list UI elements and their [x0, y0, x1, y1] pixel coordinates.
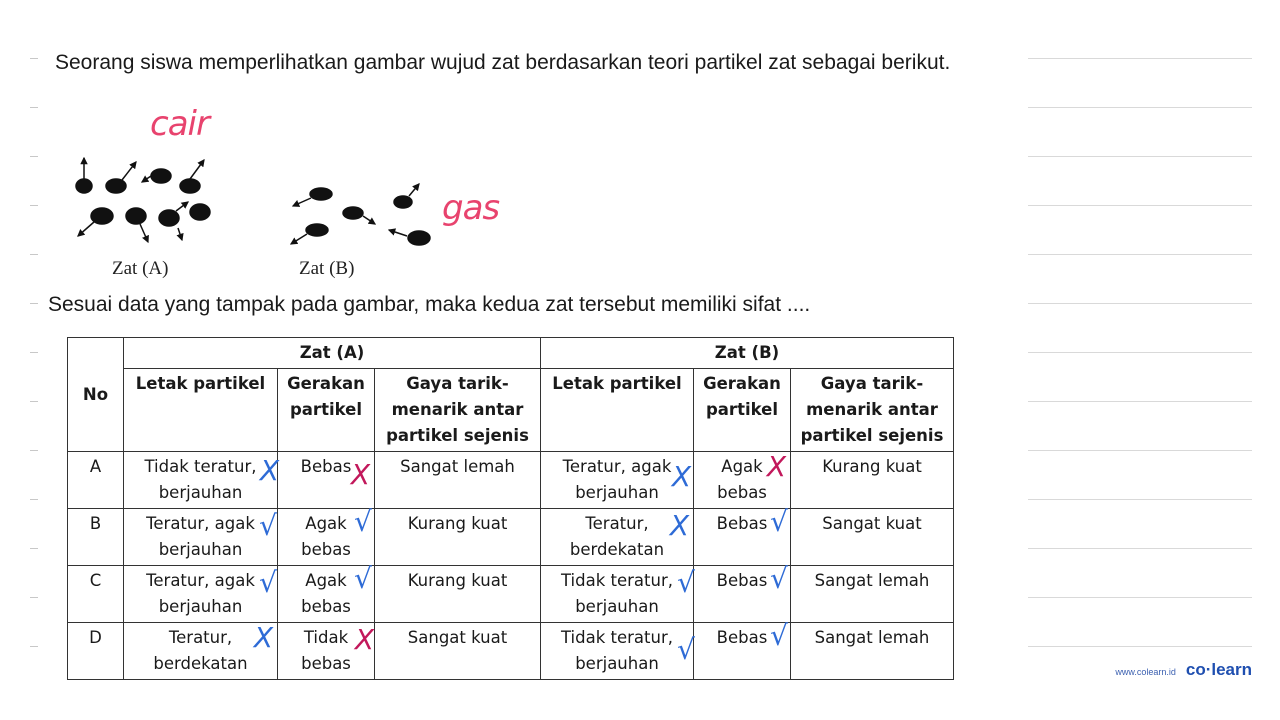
cell-text: Teratur, agak berjauhan — [146, 571, 255, 616]
check-mark: √ — [354, 505, 372, 538]
cell-b-gerak — [694, 505, 791, 566]
table-row — [68, 623, 954, 680]
col-header-gerakan-b: Gerakan partikel — [694, 369, 791, 452]
check-mark: √ — [770, 505, 788, 538]
cell-text: Tidak teratur, berjauhan — [560, 628, 673, 673]
cell-a-letak — [124, 566, 278, 623]
cross-mark: X — [259, 454, 279, 487]
margin-dash — [30, 107, 38, 108]
figure-b-label: Zat (B) — [299, 258, 355, 279]
cell-a-gerak — [278, 452, 375, 509]
col-header-gaya-b: Gaya tarik-menarik antar partikel sejenis — [791, 369, 954, 452]
margin-dash — [30, 499, 38, 500]
cell-text: Teratur, berdekatan — [153, 628, 248, 673]
row-no: C — [68, 566, 124, 623]
col-header-no: No — [68, 338, 124, 452]
cell-text: Agak bebas — [301, 514, 351, 559]
cross-mark: X — [671, 460, 691, 493]
cell-b-gerak — [694, 562, 791, 623]
cell-b-gerak — [694, 619, 791, 680]
check-mark: √ — [259, 566, 277, 599]
cell-text: Bebas — [716, 571, 768, 590]
check-mark: √ — [677, 566, 695, 599]
cell-b-gaya: Sangat kuat — [791, 509, 954, 566]
colearn-logo: co·learn — [1185, 660, 1252, 679]
col-header-letak-b: Letak partikel — [541, 369, 694, 452]
table-subheader-row — [68, 369, 954, 452]
handwritten-gas: gas — [442, 188, 500, 228]
cell-a-letak — [124, 452, 278, 509]
cell-text: Agak bebas — [717, 457, 767, 502]
row-no: B — [68, 509, 124, 566]
ruled-line — [1028, 646, 1252, 647]
check-mark: √ — [259, 509, 277, 542]
particle-figure-a — [66, 150, 226, 250]
brand-url[interactable]: www.colearn.id — [1115, 667, 1176, 677]
check-mark: √ — [354, 562, 372, 595]
cell-b-gerak — [694, 452, 791, 509]
margin-dash — [30, 597, 38, 598]
group-header-a: Zat (A) — [124, 338, 541, 369]
cell-b-gaya: Sangat lemah — [791, 623, 954, 680]
table-header-row — [68, 338, 954, 369]
intro-text: Seorang siswa memperlihatkan gambar wujud zat berdasarkan teori partikel zat sebagai berikut. — [55, 51, 951, 74]
particle-figure-b — [285, 178, 435, 253]
cell-b-gaya: Sangat lemah — [791, 566, 954, 623]
ruled-line — [1028, 107, 1252, 108]
cell-b-letak — [541, 566, 694, 623]
margin-dash — [30, 548, 38, 549]
table-row — [68, 509, 954, 566]
brand-footer — [1115, 660, 1252, 680]
check-mark: √ — [677, 633, 695, 666]
cell-a-gaya: Sangat lemah — [375, 452, 541, 509]
margin-dash — [30, 205, 38, 206]
handwritten-cair: cair — [150, 104, 209, 144]
margin-dash — [30, 303, 38, 304]
cell-text: Bebas — [300, 457, 352, 476]
cell-b-letak — [541, 623, 694, 680]
answer-table — [67, 337, 954, 680]
col-header-gaya-a: Gaya tarik-menarik antar partikel sejenis — [375, 369, 541, 452]
cell-text: Bebas — [716, 628, 768, 647]
cell-a-gerak — [278, 562, 375, 623]
cell-a-gaya: Kurang kuat — [375, 566, 541, 623]
margin-dash — [30, 58, 38, 59]
check-mark: √ — [770, 619, 788, 652]
ruled-line — [1028, 254, 1252, 255]
cell-text: Teratur, agak berjauhan — [146, 514, 255, 559]
row-no: A — [68, 452, 124, 509]
cell-text: Teratur, berdekatan — [569, 514, 665, 559]
ruled-line — [1028, 597, 1252, 598]
cross-mark: X — [766, 450, 786, 483]
margin-dash — [30, 352, 38, 353]
cell-b-letak — [541, 509, 694, 566]
ruled-line — [1028, 205, 1252, 206]
figure-a-label: Zat (A) — [112, 258, 169, 279]
ruled-line — [1028, 401, 1252, 402]
cell-a-gaya: Sangat kuat — [375, 623, 541, 680]
table-row — [68, 452, 954, 509]
table-row — [68, 566, 954, 623]
ruled-line — [1028, 548, 1252, 549]
cell-a-gaya: Kurang kuat — [375, 509, 541, 566]
cell-a-letak — [124, 509, 278, 566]
cell-text: Teratur, agak berjauhan — [562, 457, 672, 502]
ruled-line — [1028, 499, 1252, 500]
cell-a-letak — [124, 623, 278, 680]
cell-a-gerak — [278, 623, 375, 680]
margin-dash — [30, 156, 38, 157]
margin-dash — [30, 450, 38, 451]
cross-mark: X — [253, 621, 273, 654]
cross-mark: X — [350, 458, 370, 491]
cell-a-gerak — [278, 505, 375, 566]
margin-dash — [30, 646, 38, 647]
ruled-line — [1028, 450, 1252, 451]
margin-dash — [30, 254, 38, 255]
cell-text: Tidak bebas — [301, 628, 351, 673]
ruled-line — [1028, 156, 1252, 157]
question-text: Sesuai data yang tampak pada gambar, maka kedua zat tersebut memiliki sifat .... — [48, 293, 811, 316]
row-no: D — [68, 623, 124, 680]
cross-mark: X — [669, 509, 689, 542]
cell-b-gaya: Kurang kuat — [791, 452, 954, 509]
cross-mark: X — [354, 623, 374, 656]
cell-text: Agak bebas — [301, 571, 351, 616]
group-header-b: Zat (B) — [541, 338, 954, 369]
col-header-letak-a: Letak partikel — [124, 369, 278, 452]
cell-text: Bebas — [716, 514, 768, 533]
margin-dash — [30, 401, 38, 402]
cell-b-letak — [541, 452, 694, 509]
cell-text: Tidak teratur, berjauhan — [560, 571, 673, 616]
cell-text: Tidak teratur, berjauhan — [144, 457, 257, 502]
ruled-line — [1028, 303, 1252, 304]
col-header-gerakan-a: Gerakan partikel — [278, 369, 375, 452]
check-mark: √ — [770, 562, 788, 595]
ruled-line — [1028, 58, 1252, 59]
ruled-line — [1028, 352, 1252, 353]
